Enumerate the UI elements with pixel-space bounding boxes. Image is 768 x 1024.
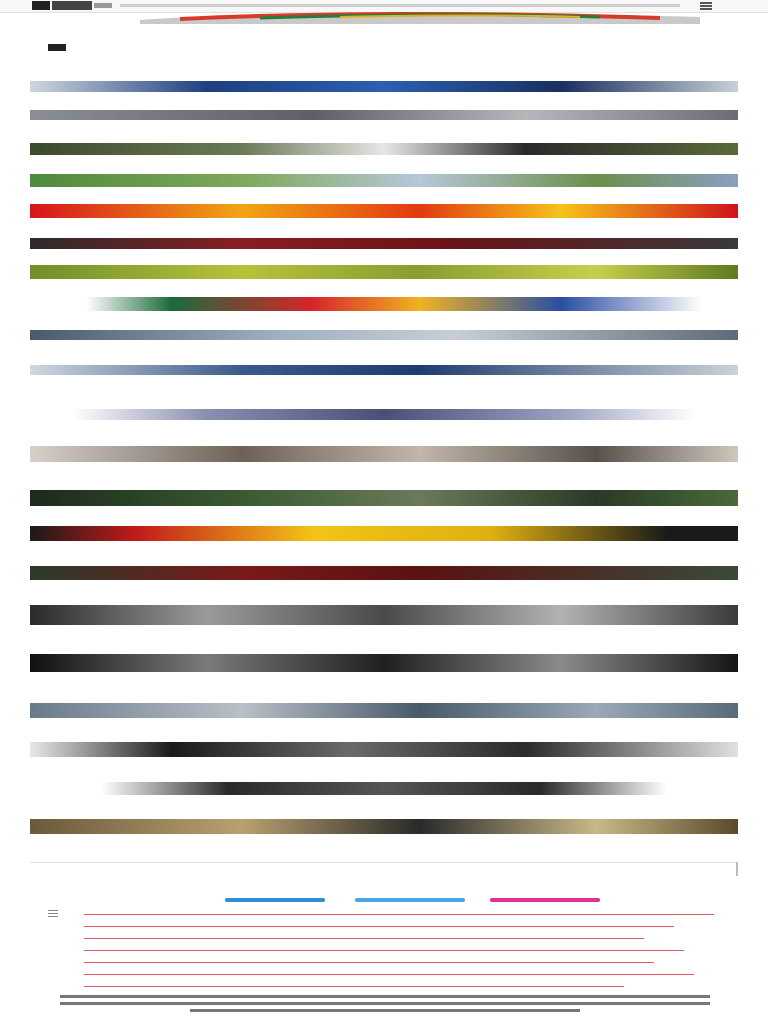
related-link[interactable] xyxy=(84,981,624,987)
article-photo xyxy=(30,446,738,462)
article-photo xyxy=(30,490,738,506)
article-paragraph xyxy=(30,281,736,295)
article-intro xyxy=(30,54,736,78)
article-paragraph xyxy=(30,759,736,780)
article-paragraph xyxy=(30,189,736,202)
article-photo xyxy=(30,703,738,718)
article-paragraph xyxy=(30,220,736,236)
article-photo xyxy=(30,297,738,311)
article-photo xyxy=(30,526,738,541)
related-link[interactable] xyxy=(84,933,644,939)
article-paragraph xyxy=(30,836,736,858)
article-paragraph xyxy=(30,313,736,328)
article-paragraph xyxy=(30,157,736,172)
article-paragraph xyxy=(30,582,736,603)
article-paragraph xyxy=(30,377,736,407)
article-paragraph xyxy=(30,94,736,108)
article-byline xyxy=(48,44,188,52)
related-link[interactable] xyxy=(84,921,674,927)
related-link[interactable] xyxy=(84,945,684,951)
footer-line xyxy=(60,995,710,998)
list-icon xyxy=(48,910,58,918)
article-photo xyxy=(30,143,738,155)
article-photo xyxy=(30,110,738,120)
article-photo xyxy=(30,566,738,580)
article-paragraph xyxy=(30,797,736,817)
article-headline xyxy=(34,26,694,44)
related-link[interactable] xyxy=(84,969,694,975)
article-paragraph xyxy=(30,342,736,363)
article-photo xyxy=(30,365,738,375)
top-nav-strip xyxy=(120,4,680,7)
article-paragraph xyxy=(30,674,736,701)
footer-line xyxy=(60,1002,710,1005)
article-photo xyxy=(30,819,738,834)
article-paragraph xyxy=(30,251,736,263)
article-photo xyxy=(30,782,738,795)
article-paragraph xyxy=(30,423,736,444)
article-photo xyxy=(30,174,738,187)
article-paragraph xyxy=(30,627,736,652)
related-link[interactable] xyxy=(84,909,714,915)
article-paragraph xyxy=(30,720,736,740)
article-photo xyxy=(30,265,738,279)
article-end-marker xyxy=(736,862,738,876)
article-photo xyxy=(30,238,738,249)
article-photo xyxy=(30,742,738,757)
article-paragraph xyxy=(30,543,736,564)
page-footer xyxy=(60,995,710,1017)
article-photo xyxy=(30,204,738,218)
site-logo[interactable] xyxy=(32,1,112,10)
author-name[interactable] xyxy=(74,44,184,51)
share-other-button[interactable] xyxy=(490,898,600,902)
article-paragraph xyxy=(30,123,736,141)
article-paragraph xyxy=(30,464,736,488)
article-photo xyxy=(30,654,738,672)
article-photo xyxy=(30,409,738,420)
author-avatar xyxy=(48,44,66,51)
article-photo xyxy=(30,605,738,625)
related-link[interactable] xyxy=(84,957,654,963)
article-photo xyxy=(30,330,738,340)
article-divider xyxy=(30,862,738,863)
header-banner-image xyxy=(140,10,700,24)
footer-line xyxy=(190,1009,580,1012)
article-photo xyxy=(30,81,738,92)
share-facebook-button[interactable] xyxy=(225,898,325,902)
share-bar xyxy=(30,895,736,905)
hamburger-menu-icon[interactable] xyxy=(700,2,712,10)
share-twitter-button[interactable] xyxy=(355,898,465,902)
article-paragraph xyxy=(30,508,736,524)
